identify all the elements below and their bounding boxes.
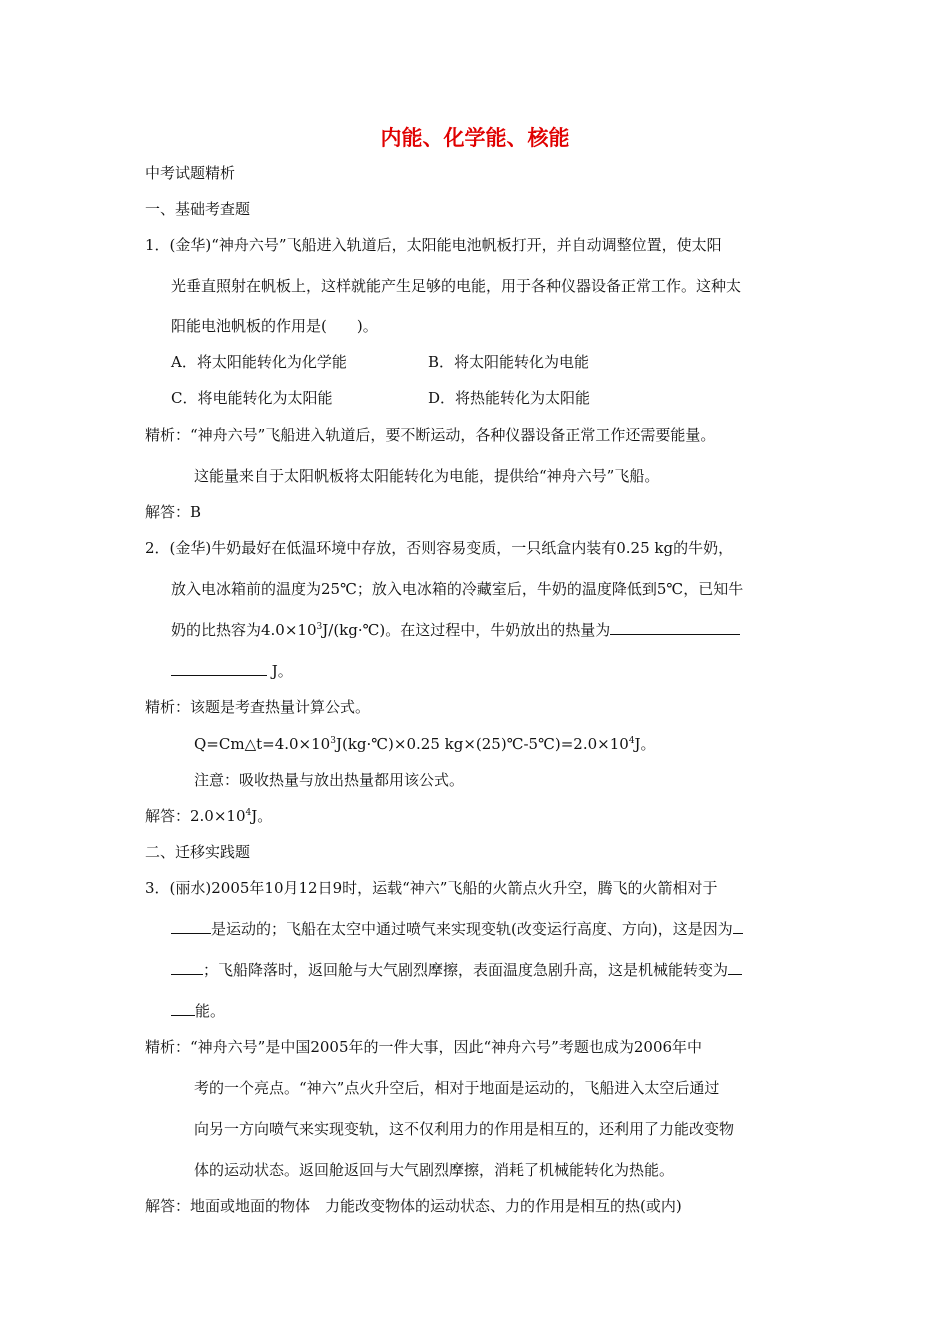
- q3-answer-blank-3a[interactable]: [728, 960, 742, 975]
- q2-note: 注意：吸收热量与放出热量都用该公式。: [194, 771, 465, 789]
- q2-formula-c: J。: [634, 735, 656, 753]
- q3-answer: 解答：地面或地面的物体 力能改变物体的运动状态、力的作用是相互的热(或内): [145, 1197, 682, 1215]
- q1-option-d: D．将热能转化为太阳能: [428, 389, 591, 407]
- q1-analysis-line2: 这能量来自于太阳帆板将太阳能转化为电能，提供给“神舟六号”飞船。: [194, 467, 660, 485]
- q2-line1: 2．(金华)牛奶最好在低温环境中存放，否则容易变质，一只纸盒内装有0.25 kg的牛奶，: [145, 539, 734, 557]
- q2-formula-b: J(kg·℃)×0.25 kg×(25)℃-5℃)=2.0×10: [335, 735, 629, 753]
- q3-line1: 3．(丽水)2005年10月12日9时，运载“神六”飞船的火箭点火升空，腾飞的火箭相对于: [145, 879, 718, 897]
- section-heading-transfer: 二、迁移实践题: [145, 843, 251, 861]
- q3-answer-blank-2b[interactable]: [171, 960, 203, 975]
- q1-answer: 解答：B: [145, 503, 202, 521]
- q2-answer-b: J。: [251, 807, 273, 825]
- q1-line2: 光垂直照射在帆板上，这样就能产生足够的电能，用于各种仪器设备正常工作。这种太: [171, 277, 742, 295]
- q2-answer: [145, 806, 272, 826]
- q3-line3: [171, 960, 742, 980]
- q1-line1: 1．(金华)“神舟六号”飞船进入轨道后，太阳能电池帆板打开，并自动调整位置，使太阳: [145, 236, 722, 254]
- q2-formula-exponent-1: 3: [330, 736, 336, 746]
- q3-line2-text: 是运动的；飞船在太空中通过喷气来实现变轨(改变运行高度、方向)，这是因为: [211, 920, 733, 938]
- q3-analysis-line3: 向另一方向喷气来实现变轨，这不仅利用力的作用是相互的，还利用了力能改变物: [194, 1120, 735, 1138]
- q1-analysis-line1: 精析：“神舟六号”飞船进入轨道后，要不断运动，各种仪器设备正常工作还需要能量。: [145, 426, 716, 444]
- q2-line3: [171, 620, 740, 640]
- q2-formula: [194, 734, 656, 754]
- q2-answer-blank-2[interactable]: [171, 661, 267, 676]
- section-heading-main: 中考试题精析: [145, 164, 236, 182]
- q2-formula-a: Q=Cm△t=4.0×10: [194, 735, 331, 753]
- q2-answer-blank-1[interactable]: [610, 620, 740, 635]
- q3-line2: [171, 919, 743, 939]
- q3-line4: [171, 1001, 225, 1021]
- q2-analysis-line1: 精析：该题是考查热量计算公式。: [145, 698, 371, 716]
- q2-line3-exponent: 3: [316, 622, 323, 632]
- page-title: 内能、化学能、核能: [380, 126, 570, 150]
- q2-line4: [171, 661, 293, 681]
- q1-option-b: B．将太阳能转化为电能: [428, 353, 590, 371]
- q2-line2: 放入电冰箱前的温度为25℃；放入电冰箱的冷藏室后，牛奶的温度降低到5℃，已知牛: [171, 580, 744, 598]
- q2-formula-exponent-2: 4: [628, 736, 635, 746]
- q3-answer-blank-2a[interactable]: [733, 919, 743, 934]
- q1-option-c: C．将电能转化为太阳能: [171, 389, 333, 407]
- q3-answer-blank-3b[interactable]: [171, 1001, 195, 1016]
- q1-option-a: A．将太阳能转化为化学能: [171, 353, 347, 371]
- section-heading-basic: 一、基础考查题: [145, 200, 251, 218]
- q3-line4-text: 能。: [195, 1002, 226, 1020]
- q2-answer-exponent: 4: [245, 808, 252, 818]
- q2-line3-text-a: 奶的比热容为4.0×10: [171, 621, 317, 639]
- q3-analysis-line1: 精析：“神舟六号”是中国2005年的一件大事，因此“神舟六号”考题也成为2006年中: [145, 1038, 703, 1056]
- q2-line3-text-b: J/(kg·℃)。在这过程中，牛奶放出的热量为: [322, 621, 611, 639]
- q3-analysis-line2: 考的一个亮点。“神六”点火升空后，相对于地面是运动的，飞船进入太空后通过: [194, 1079, 720, 1097]
- q2-answer-a: 解答：2.0×10: [145, 807, 246, 825]
- q2-line4-unit: J。: [267, 662, 293, 680]
- q3-answer-blank-1[interactable]: [171, 919, 211, 934]
- q3-line3-text: ；飞船降落时，返回舱与大气剧烈摩擦，表面温度急剧升高，这是机械能转变为: [203, 961, 729, 979]
- q3-analysis-line4: 体的运动状态。返回舱返回与大气剧烈摩擦，消耗了机械能转化为热能。: [194, 1161, 675, 1179]
- q1-line3: 阳能电池帆板的作用是( )。: [171, 317, 378, 335]
